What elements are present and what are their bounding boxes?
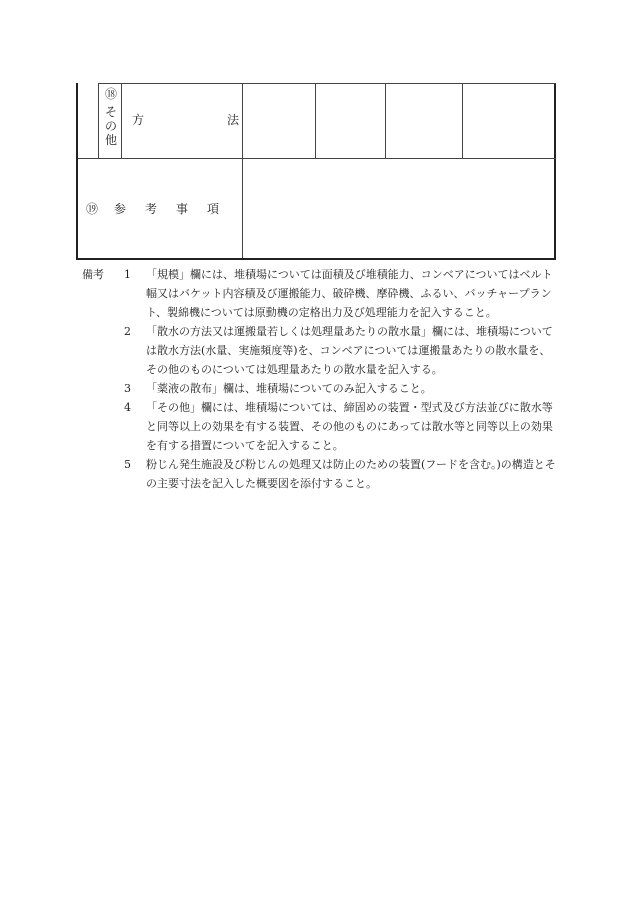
form-table (76, 83, 556, 260)
col-line-c (242, 83, 243, 258)
col-line-a (98, 83, 99, 158)
label-char: 項 (207, 202, 220, 216)
col-line-f (462, 83, 463, 158)
notes-label: 備考 (82, 268, 104, 281)
note-text: 「規模」欄には、堆積場については面積及び堆積能力、コンベアについてはベルト幅又はバケット内容積及び運搬能力、破砕機、摩砕機、ふるい、バッチャープラント、製綿機については原動機の定格出力及び処理能力を記入すること。 (146, 268, 553, 319)
vertical-char: 他 (105, 133, 118, 147)
note-number: 5 (124, 458, 131, 471)
col-line-e (385, 83, 386, 158)
note-item (82, 455, 560, 493)
note-text: 「散水の方法又は運搬量若しくは処理量あたりの散水量」欄には、堆積場については散水方法(水量、実施頻度等)を、コンベアについては運搬量あたりの散水量を、その他のものについては処理量あたりの散水量を記入する。 (146, 325, 553, 376)
row18-vertical-label (105, 105, 117, 147)
note-number: 3 (124, 382, 131, 395)
note-item (82, 398, 560, 455)
row19-circle-number: ⑲ (86, 202, 99, 216)
label-char: 考 (145, 202, 158, 216)
label-char: 事 (176, 202, 189, 216)
note-item (82, 379, 560, 398)
vertical-char: の (105, 119, 118, 133)
method-label-char: 方 (132, 113, 145, 127)
note-text: 「その他」欄には、堆積場については、締固めの装置・型式及び方法並びに散水等と同等以上の効果を有する装置、その他のものにあっては散水等と同等以上の効果を有する措置についてを記入すること。 (146, 401, 553, 452)
note-text: 粉じん発生施設及び粉じんの処理又は防止のための装置(フードを含む。)の構造とその主要寸法を記入した概要図を添付すること。 (146, 458, 556, 490)
notes-section (82, 265, 560, 493)
method-label-char: 法 (227, 113, 240, 127)
col-line-b (121, 83, 122, 158)
label-char: 参 (114, 202, 127, 216)
note-text: 「薬液の散布」欄は、堆積場についてのみ記入すること。 (146, 382, 432, 395)
note-item (82, 265, 560, 322)
note-number: 4 (124, 401, 131, 414)
note-item (82, 322, 560, 379)
note-number: 1 (124, 268, 131, 281)
row-divider-line (78, 158, 556, 159)
row19-label (86, 202, 219, 216)
row-top-line (98, 83, 556, 84)
vertical-char: そ (105, 105, 118, 119)
note-number: 2 (124, 325, 131, 338)
row18-circle-number: ⑱ (105, 87, 118, 101)
col-line-d (315, 83, 316, 158)
